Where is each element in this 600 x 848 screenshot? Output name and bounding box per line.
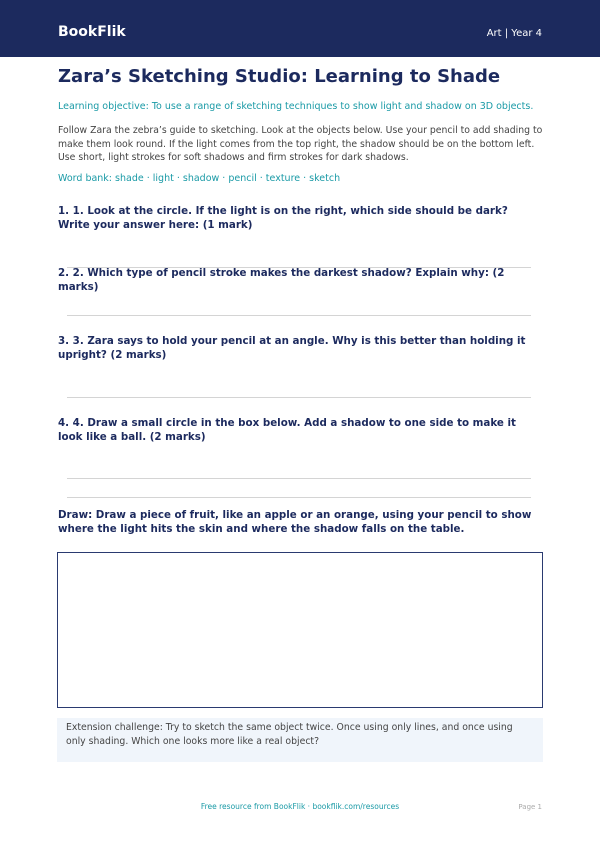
answer-line[interactable] bbox=[67, 397, 531, 398]
answer-line[interactable] bbox=[67, 497, 531, 498]
extension-challenge: Extension challenge: Try to sketch the same object twice. Once using only lines, and once using only shading. Which one looks more like a real object? bbox=[57, 718, 543, 762]
subject-year-label: Art | Year 4 bbox=[486, 28, 542, 39]
intro-text: Follow Zara the zebra’s guide to sketching. Look at the objects below. Use your pencil to add shading to make them look round. If the light comes from the top right, the shadow should be on the bottom left. Use short, light strokes for soft shadows and firm strokes for dark shadows. bbox=[58, 125, 543, 163]
answer-line[interactable] bbox=[67, 478, 531, 479]
question-3: 3. 3. Zara says to hold your pencil at an angle. Why is this better than holding it upright? (2 marks) bbox=[58, 335, 526, 361]
question-1: 1. 1. Look at the circle. If the light is on the right, which side should be dark? Write your answer here: (1 mark) bbox=[58, 205, 508, 231]
draw-task-prompt: Draw: Draw a piece of fruit, like an apple or an orange, using your pencil to show where the light hits the skin and where the shadow falls on the table. bbox=[58, 509, 532, 535]
footer-link[interactable]: Free resource from BookFlik · bookflik.com/resources bbox=[200, 802, 400, 811]
word-bank: Word bank: shade · light · shadow · pencil · texture · sketch bbox=[58, 173, 341, 184]
drawing-box[interactable] bbox=[57, 552, 543, 708]
page-title: Zara’s Sketching Studio: Learning to Shade bbox=[58, 66, 501, 87]
page-header bbox=[0, 0, 600, 57]
brand-logo[interactable]: BookFlik bbox=[58, 24, 126, 40]
learning-objective: Learning objective: To use a range of sketching techniques to show light and shadow on 3D objects. bbox=[58, 101, 534, 112]
answer-line[interactable] bbox=[67, 315, 531, 316]
page-number: Page 1 bbox=[518, 803, 542, 811]
question-4: 4. 4. Draw a small circle in the box below. Add a shadow to one side to make it look like a ball. (2 marks) bbox=[58, 417, 516, 443]
question-2: 2. 2. Which type of pencil stroke makes the darkest shadow? Explain why: (2 marks) bbox=[58, 267, 505, 293]
